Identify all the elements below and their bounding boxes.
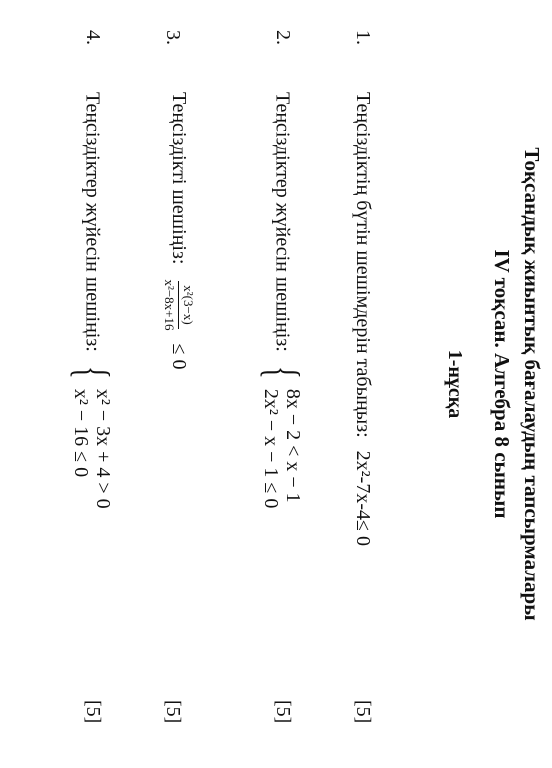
task-1-expression: 2x²-7x-4≤ 0 bbox=[352, 450, 374, 546]
task-4-system bbox=[70, 389, 114, 509]
task-3-text: Теңсіздікті шешіңіз: bbox=[168, 92, 190, 265]
task-4-line-1: x² − 3x + 4 > 0 bbox=[92, 388, 114, 509]
task-2 bbox=[256, 92, 309, 509]
task-4-points: [5] bbox=[82, 700, 104, 724]
title-line-1: Тоқсандық жиынтық бағалаудың тапсырмалары bbox=[520, 147, 544, 621]
task-3 bbox=[161, 92, 196, 370]
task-4-text: Теңсіздіктер жүйесін шешіңіз: bbox=[81, 92, 104, 352]
task-2-number: 2. bbox=[272, 30, 294, 45]
task-4-line-2: x² − 16 ≤ 0 bbox=[70, 388, 92, 478]
variant-label: 1-нұсқа bbox=[444, 349, 466, 419]
task-2-system bbox=[260, 389, 304, 509]
task-3-points: [5] bbox=[162, 700, 184, 724]
task-3-denominator: x²−8x+16 bbox=[162, 279, 177, 331]
task-2-text: Теңсіздіктер жүйесін шешіңіз: bbox=[271, 92, 294, 352]
task-2-line-1: 8x − 2 < x − 1 bbox=[282, 388, 304, 503]
system-brace-icon: { bbox=[256, 365, 309, 379]
task-1-text: Теңсіздіктің бүтін шешімдерін табыңыз: bbox=[352, 92, 374, 438]
task-4 bbox=[66, 92, 119, 509]
task-3-number: 3. bbox=[162, 30, 184, 45]
task-3-tail: ≤ 0 bbox=[168, 343, 190, 370]
task-2-line-2: 2x² − x − 1 ≤ 0 bbox=[260, 388, 282, 509]
task-2-points: [5] bbox=[272, 700, 294, 724]
task-1-points: [5] bbox=[352, 700, 374, 724]
task-4-number: 4. bbox=[82, 30, 104, 45]
task-1 bbox=[351, 92, 374, 546]
title-line-2: IV тоқсан. Алгебра 8 сынып bbox=[490, 249, 514, 519]
system-brace-icon: { bbox=[66, 365, 119, 379]
task-1-number: 1. bbox=[352, 30, 374, 45]
task-3-fraction bbox=[161, 275, 196, 334]
task-3-numerator: x²(3−x) bbox=[178, 281, 196, 328]
